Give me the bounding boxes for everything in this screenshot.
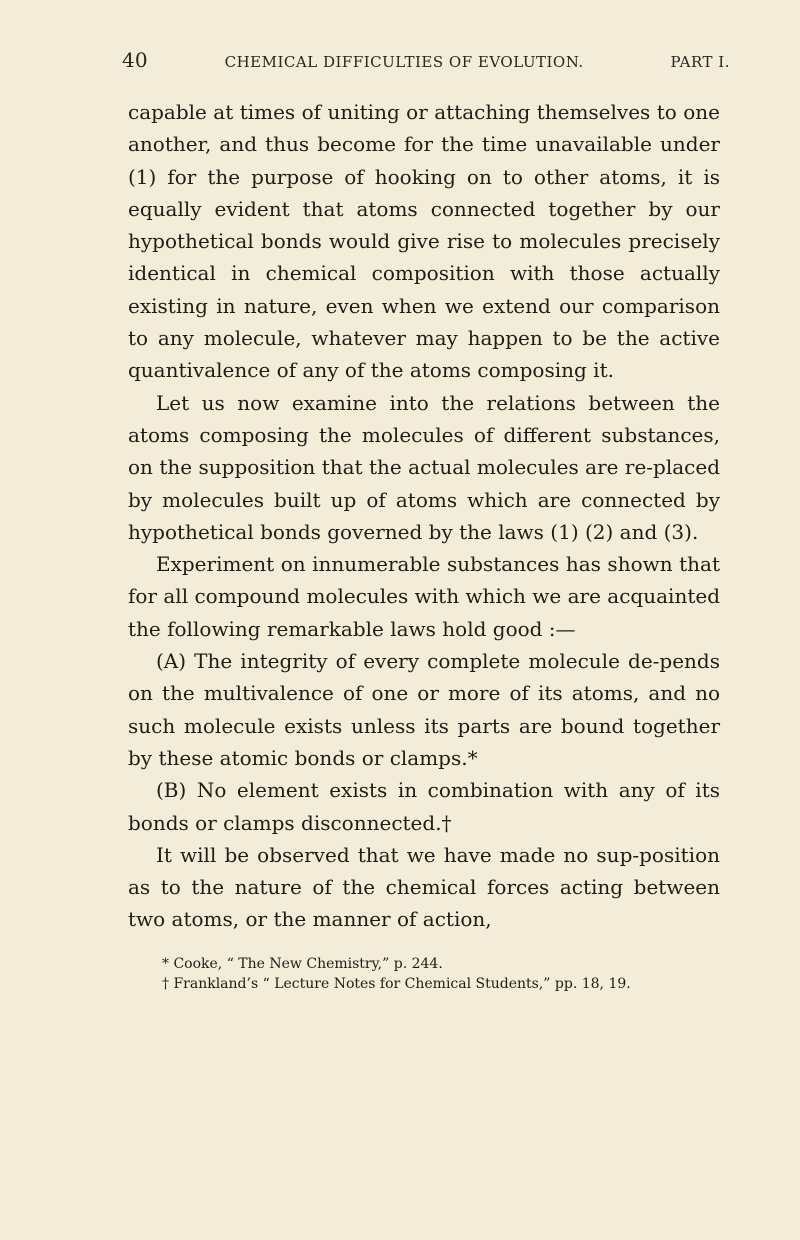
- paragraph-1: capable at times of uniting or attaching themselves to one another, and thus become for the time unavailable under (1) for the purpose of hooking on to other atoms, it is equally evident that atoms connected together by our hypothetical bonds would give rise to molecules precisely identical in chemical composition with those actually existing in nature, even when we extend our comparison to any molecule, whatever may happen to be the active quantivalence of any of the atoms composing it.: [128, 100, 720, 383]
- footnote-1: * Cooke, “ The New Chemistry,” p. 244.: [162, 955, 443, 972]
- paragraph-6: It will be observed that we have made no sup-position as to the nature of the chemical forces acting between two atoms, or the manner of action,: [128, 842, 720, 932]
- running-head: [122, 48, 730, 72]
- paragraph-3: Experiment on innumerable substances has shown that for all compound molecules with which we are acquainted the following remarkable laws hold good :—: [128, 552, 720, 641]
- footnote-2: † Frankland’s “ Lecture Notes for Chemical Students,” pp. 18, 19.: [162, 975, 631, 992]
- paragraph-2: Let us now examine into the relations between the atoms composing the molecules of different substances, on the supposition that the actual molecules are re-placed by molecules built up of atoms which are connected by hypothetical bonds governed by the laws (1) (2) and (3).: [128, 390, 720, 544]
- page-number: 40: [122, 48, 148, 72]
- main-text: [128, 96, 720, 936]
- law-a-paragraph: (A) The integrity of every complete molecule de-pends on the multivalence of one or more of its atoms, and no such molecule exists unless its parts are bound together by these atomic bonds or clamps.*: [128, 649, 720, 770]
- header-part: PART I.: [670, 53, 730, 71]
- footnotes: [128, 954, 720, 994]
- header-title: CHEMICAL DIFFICULTIES OF EVOLUTION.: [224, 53, 584, 71]
- law-b-paragraph: (B) No element exists in combination with any of its bonds or clamps disconnected.†: [128, 778, 720, 835]
